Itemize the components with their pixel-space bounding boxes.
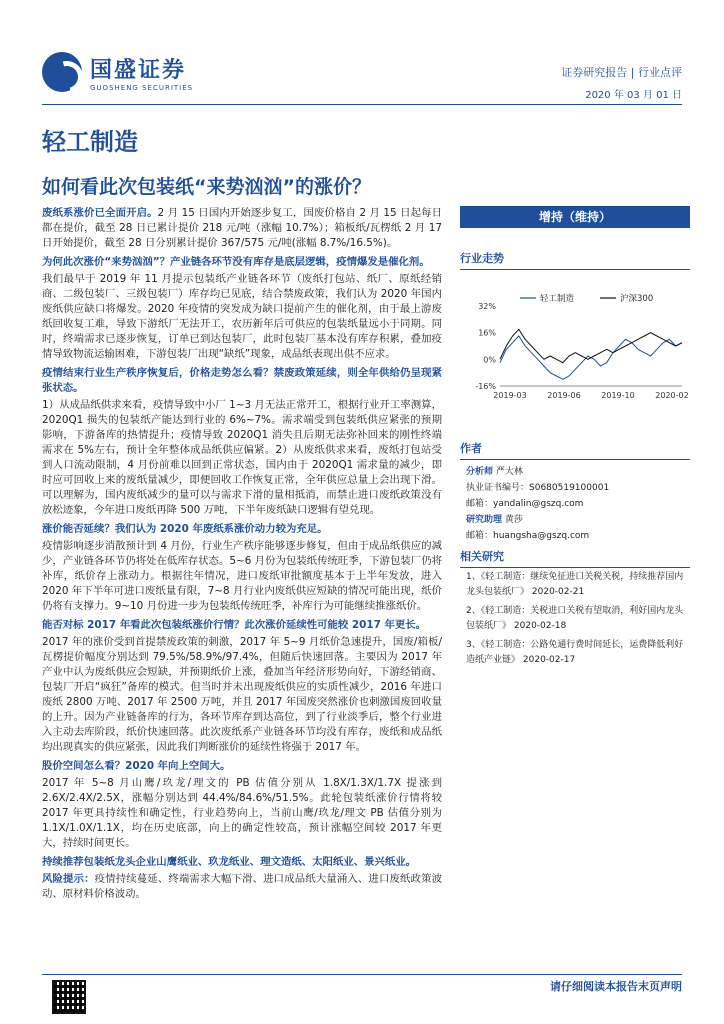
qr-code-icon — [52, 980, 86, 1014]
paragraph: 疫情影响逐步消散预计到 4 月份，行业生产秩序能够逐步修复，但由于成品纸供应的减少，产业链各环节仍将处在低库存状态。5~6 月份为包装纸传统旺季，下游包装厂仍将补库，纸价存上涨动力。根据往年情况，进口废纸审批额度基本于上半年发放，进入 2020 年下半年可进口废纸量有限，7~8 月行业内废纸供应短缺的情况可能出现，纸价仍将有支撑力。9~10 月份进一步为包装纸传统旺季，补库行为可能继续推涨纸价。 — [42, 540, 442, 612]
x-tick-label: 2020-02 — [655, 391, 689, 400]
company-logo — [42, 52, 193, 92]
footer-disclaimer: 请仔细阅读本报告末页声明 — [550, 980, 682, 993]
section-heading: 股价空间怎么看？2020 年向上空间大。 — [42, 760, 231, 772]
related-item[interactable]: 3、《轻工制造：公路免通行费时间延长，运费降低利好造纸产业链》 2020-02-17 — [466, 640, 684, 665]
paragraph: 2017 年的涨价受到首提禁废政策的刺激，2017 年 5~9 月纸价急速提升，国废/箱板/瓦楞提价幅度分别达到 79.5%/58.9%/97.4%，但随后快速回落。主要因为 2017 年产业中认为废纸供应会短缺，并预期纸价上涨，叠加当年经济形势向好，下游经销商、包装厂开启“疯狂”备库的模式。但当时并未出现废纸供应的实质性减少，2016 年进口废纸 2800 万吨、2017 年 2500 万吨，并且 2017 年国废突然涨价也刺激国废回收量的上升。因为产业链备库的行为，各环节库存到达高位，到了行业淡季后，整个行业进入主动去库阶段，纸价快速回落。此次废纸系产业链各环节均没有库存，废纸和成品纸均出现真实的供应紧张，因此我们判断涨价的延续性将强于 2017 年。 — [42, 636, 442, 753]
main-body — [42, 206, 442, 904]
y-tick-label: 16% — [478, 328, 496, 338]
authors-heading: 作者 — [460, 440, 690, 460]
x-tick-label: 2019-03 — [493, 391, 527, 400]
trend-heading: 行业走势 — [460, 250, 690, 270]
analyst-row: 分析师 严大林 — [466, 467, 523, 477]
trend-chart-svg — [460, 286, 690, 406]
section-heading: 能否对标 2017 年看此次包装纸涨价行情？此次涨价延续性可能较 2017 年更长。 — [42, 619, 427, 631]
series-line — [500, 329, 682, 362]
lead-text: 2 月 15 日国内开始逐步复工，国废价格自 2 月 15 日起每日都在提价，截至 28 日已累计提价 218 元/吨（涨幅 10.7%）；箱板纸/瓦楞纸 2 月 17 日开始提价，截至 28 日分别累计提价 367/575 元/吨(涨幅 8.7%/16.5%)。 — [42, 207, 442, 249]
paragraph: 2017 年 5~8 月山鹰/玖龙/理文的 PB 估值分别从 1.8X/1.3X/1.7X 提涨到 2.6X/2.4X/2.5X，涨幅分别达到 44.4%/84.6%/51.5%。此轮包装纸涨价行情将较 2017 年更具持续性和确定性，行业趋势向上，当前山鹰/玖龙/理文 PB 估值分别为 1.1X/1.0X/1.1X，均在历史底部，向上的确定性较高，预计涨幅空间较 2017 年更大，持续时间更长。 — [42, 777, 442, 849]
logo-name-en: GUOSHENG SECURITIES — [90, 83, 194, 92]
y-tick-label: 0% — [483, 355, 496, 365]
report-date: 2020 年 03 月 01 日 — [585, 90, 682, 101]
risk-text: 疫情持续蔓延、终端需求大幅下滑、进口成品纸大量涌入、进口废纸政策波动、原材料价格波动。 — [42, 873, 443, 900]
x-tick-label: 2019-10 — [601, 391, 635, 400]
analyst-row: 邮箱：huangsha@gszq.com — [466, 531, 590, 541]
x-tick-label: 2019-06 — [547, 391, 581, 400]
section-heading: 涨价能否延续？我们认为 2020 年废纸系涨价动力较为充足。 — [42, 523, 328, 535]
legend-label: 轻工制造 — [540, 294, 575, 304]
analyst-row: 邮箱：yandalin@gszq.com — [466, 499, 584, 509]
analyst-row: 执业证书编号：S0680519100001 — [466, 483, 610, 493]
logo-mark-icon — [42, 52, 82, 92]
related-heading: 相关研究 — [460, 548, 690, 568]
report-type: 证券研究报告 | 行业点评 — [561, 66, 682, 79]
y-tick-label: -16% — [475, 382, 496, 391]
related-item[interactable]: 2、《轻工制造：关税进口关税有望取消，利好国内龙头包装纸厂》 2020-02-18 — [466, 606, 684, 631]
trend-chart — [460, 286, 690, 406]
header-divider — [42, 104, 682, 105]
industry-heading: 轻工制造 — [42, 128, 138, 156]
lead-bold: 废纸系涨价已全面开启。 — [42, 207, 158, 219]
rating-badge: 增持（维持） — [460, 206, 690, 228]
risk-label: 风险提示： — [42, 873, 95, 885]
footer-divider — [42, 974, 682, 975]
paragraph — [42, 206, 442, 251]
paragraph: 1）从成品纸供求来看，疫情导致中小厂 1~3 月无法正常开工，根据行业开工率测算，2020Q1 损失的包装纸产能达到行业的 6%~7%。需求端受到包装纸供应紧张的预期影响，下游备库的热情提升；疫情导致 2020Q1 消失且后期无法弥补回来的刚性终端需求在 5%左右，预计全年整体成品纸供应偏紧。2）从废纸供求来看，废纸打包站受到人口流动限制，4 月份前难以回到正常状态，国内由于 2020Q1 需求量的减少，即时应可回收上来的废纸量减少，即便回收工作恢复正常，全年供应总量上会出现下滑。可以理解为，国内废纸减少的量可以与需求下滑的量相抵消，而禁止进口废纸政策没有放松迹象，今年进口废纸再降 500 万吨，下半年废纸缺口逻辑有望兑现。 — [42, 399, 442, 516]
section-heading: 疫情结束行业生产秩序恢复后，价格走势怎么看？禁废政策延续，则全年供给仍呈现紧张状态。 — [42, 367, 442, 394]
section-heading: 持续推荐包装纸龙头企业山鹰纸业、玖龙纸业、理文造纸、太阳纸业、景兴纸业。 — [42, 856, 417, 868]
section-heading: 为何此次涨价“来势汹汹”？产业链各环节没有库存是底层逻辑，疫情爆发是催化剂。 — [42, 256, 430, 268]
logo-name-cn: 国盛证券 — [90, 57, 187, 83]
analyst-row: 研究助理 黄莎 — [466, 515, 523, 525]
related-item[interactable]: 1、《轻工制造：继续免征进口关税关税，持续推荐国内龙头包装纸厂》 2020-02-21 — [466, 572, 684, 597]
paragraph — [42, 872, 442, 902]
y-tick-label: 32% — [478, 302, 496, 311]
legend-label: 沪深300 — [620, 294, 654, 304]
paragraph: 我们最早于 2019 年 11 月提示包装纸产业链各环节（废纸打包站、纸厂、原纸经销商、二级包装厂、三级包装厂）库存均已见底，结合禁废政策，我们认为 2020 年国内废纸供应缺口将爆发。2020 年疫情的突发成为缺口提前产生的催化剂，由于最上游废纸回收复工难，导致下游纸厂无法开工，农历新年后可供应的包装纸量远小于同期。同时，终端需求已逐步恢复，订单已到达包装厂，此时包装厂基本没有库存积累，叠加疫情导致物流运输困难，下游包装厂出现“缺纸”现象，成品纸表现出供不应求。 — [42, 273, 442, 360]
report-header — [0, 0, 724, 108]
report-title: 如何看此次包装纸“来势汹汹”的涨价？ — [42, 176, 371, 198]
